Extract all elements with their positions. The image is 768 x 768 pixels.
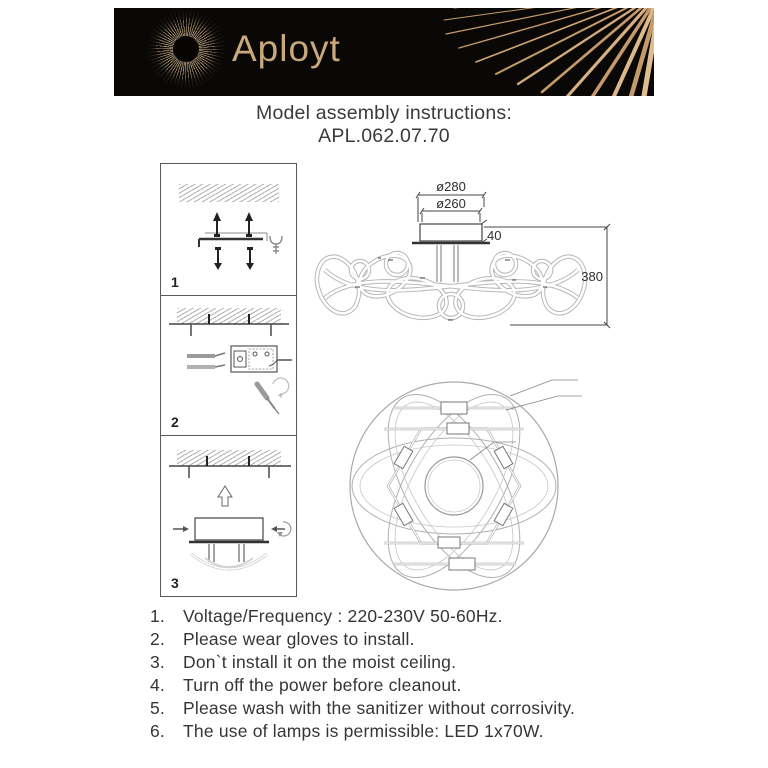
instructions-list (150, 605, 730, 743)
dim-outer-diameter-label: ø280 (436, 179, 466, 194)
brand-banner (114, 8, 654, 96)
swirl-hint (191, 554, 267, 569)
sunburst-logo-icon (148, 11, 224, 87)
mounting-bracket (199, 233, 267, 247)
canopy-stems (437, 245, 458, 282)
item-number: 4. (150, 675, 165, 695)
dim-inner-diameter-label: ø260 (436, 196, 466, 211)
model-number: APL.062.07.70 (318, 125, 450, 147)
item-text: Please wash with the sanitizer without corrosivity. (183, 698, 576, 718)
brand-name: Aployt (232, 28, 341, 69)
step-number: 3 (171, 575, 179, 591)
terminal-block (231, 346, 292, 372)
item-number: 1. (150, 606, 165, 626)
step-1-drawing (161, 164, 296, 294)
list-item (150, 605, 730, 628)
item-text: Don`t install it on the moist ceiling. (183, 652, 457, 672)
item-text: Voltage/Frequency : 220-230V 50-60Hz. (183, 606, 503, 626)
list-item (150, 697, 730, 720)
canopy (412, 224, 490, 243)
step-1-panel (161, 164, 296, 296)
top-view-drawing (318, 372, 618, 602)
dim-canopy-height-label: 40 (487, 228, 502, 243)
sunburst-core (173, 36, 199, 62)
screws-down (214, 247, 254, 270)
tube-connectors (394, 402, 513, 570)
wires-group (187, 353, 225, 367)
step-2-drawing (161, 296, 296, 434)
title-line-1: Model assembly instructions: (256, 102, 512, 124)
up-arrow-icon (218, 486, 232, 506)
step-number: 1 (171, 274, 179, 290)
page-title (0, 102, 768, 148)
canopy-body (189, 518, 269, 562)
list-item (150, 628, 730, 651)
item-number: 2. (150, 629, 165, 649)
center-ring (425, 457, 483, 515)
step-3-panel (161, 436, 296, 596)
list-item (150, 674, 730, 697)
item-text: Please wear gloves to install. (183, 629, 415, 649)
step-number: 2 (171, 414, 179, 430)
item-number: 6. (150, 721, 165, 741)
item-number: 3. (150, 652, 165, 672)
item-text: Turn off the power before cleanout. (183, 675, 462, 695)
corner-rays-decoration (414, 8, 654, 96)
assembly-steps-column (160, 163, 297, 597)
step-3-drawing (161, 436, 296, 594)
hook-screw-icon (270, 236, 282, 254)
ceiling-line-and-bracket (169, 456, 291, 478)
side-view-drawing (300, 160, 630, 346)
step-2-panel (161, 296, 296, 436)
screwdriver-icon (257, 378, 289, 414)
list-item (150, 651, 730, 674)
ceiling-line-and-bracket (169, 314, 289, 336)
item-text: The use of lamps is permissible: LED 1x70W. (183, 721, 544, 741)
dim-total-height-label: 380 (581, 269, 603, 284)
item-number: 5. (150, 698, 165, 718)
list-item (150, 720, 730, 743)
